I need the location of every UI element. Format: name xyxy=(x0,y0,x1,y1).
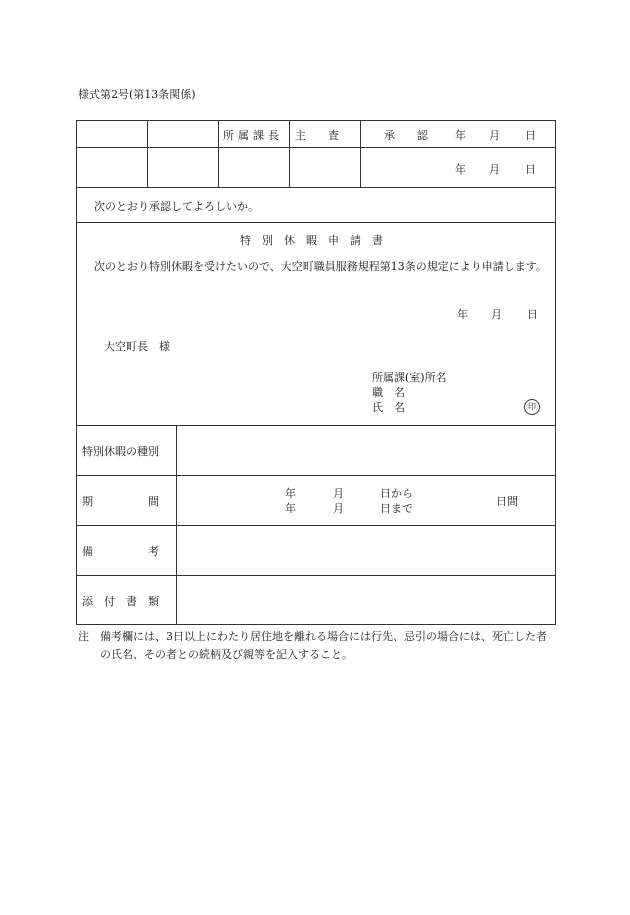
approval-row2-year: 年 xyxy=(455,163,466,176)
leave-type-label: 特別休暇の種別 xyxy=(82,445,159,458)
footnote-mark: 注 xyxy=(78,630,89,643)
approval-year: 年 xyxy=(455,129,466,142)
application-year: 年 xyxy=(457,308,468,321)
footnote-body: 備考欄には、3日以上にわたり居住地を離れる場合には行先、忌引の場合には、死亡した者の氏名、その者との続柄及び親等を記入すること。 xyxy=(100,630,547,661)
division-chief-header: 所属課長 xyxy=(223,129,283,142)
period-to-year: 年 xyxy=(285,502,296,515)
position-label: 職 名 xyxy=(372,386,405,399)
form-number: 様式第2号(第13条関係) xyxy=(78,88,196,101)
period-from-suffix: 日から xyxy=(380,487,413,500)
period-from-year: 年 xyxy=(285,487,296,500)
attachments-label: 添 付 書 類 xyxy=(82,595,159,608)
approval-row2-day: 日 xyxy=(525,163,536,176)
application-day: 日 xyxy=(527,308,538,321)
approval-month: 月 xyxy=(489,129,500,142)
document-title: 特別休暇申請書 xyxy=(240,234,394,247)
footnote-text xyxy=(100,628,554,664)
request-approval-text: 次のとおり承認してよろしいか。 xyxy=(94,200,259,213)
seal-mark: 印 xyxy=(524,399,540,415)
approval-day: 日 xyxy=(525,129,536,142)
period-from-month: 月 xyxy=(333,487,344,500)
department-label: 所属課(室)所名 xyxy=(372,371,447,384)
period-to-month: 月 xyxy=(333,502,344,515)
addressee: 大空町長 様 xyxy=(104,340,170,353)
period-to-suffix: 日まで xyxy=(380,502,413,515)
staff-header: 主 査 xyxy=(295,129,339,142)
application-month: 月 xyxy=(491,308,502,321)
approval-header: 承 認 xyxy=(384,129,428,142)
period-label: 期 間 xyxy=(82,495,159,508)
remarks-label: 備 考 xyxy=(82,545,159,558)
application-body: 次のとおり特別休暇を受けたいので、大空町職員服務規程第13条の規定により申請します。 xyxy=(94,260,547,273)
days-label: 日間 xyxy=(496,495,518,508)
name-label: 氏 名 xyxy=(372,401,405,414)
approval-row2-month: 月 xyxy=(489,163,500,176)
